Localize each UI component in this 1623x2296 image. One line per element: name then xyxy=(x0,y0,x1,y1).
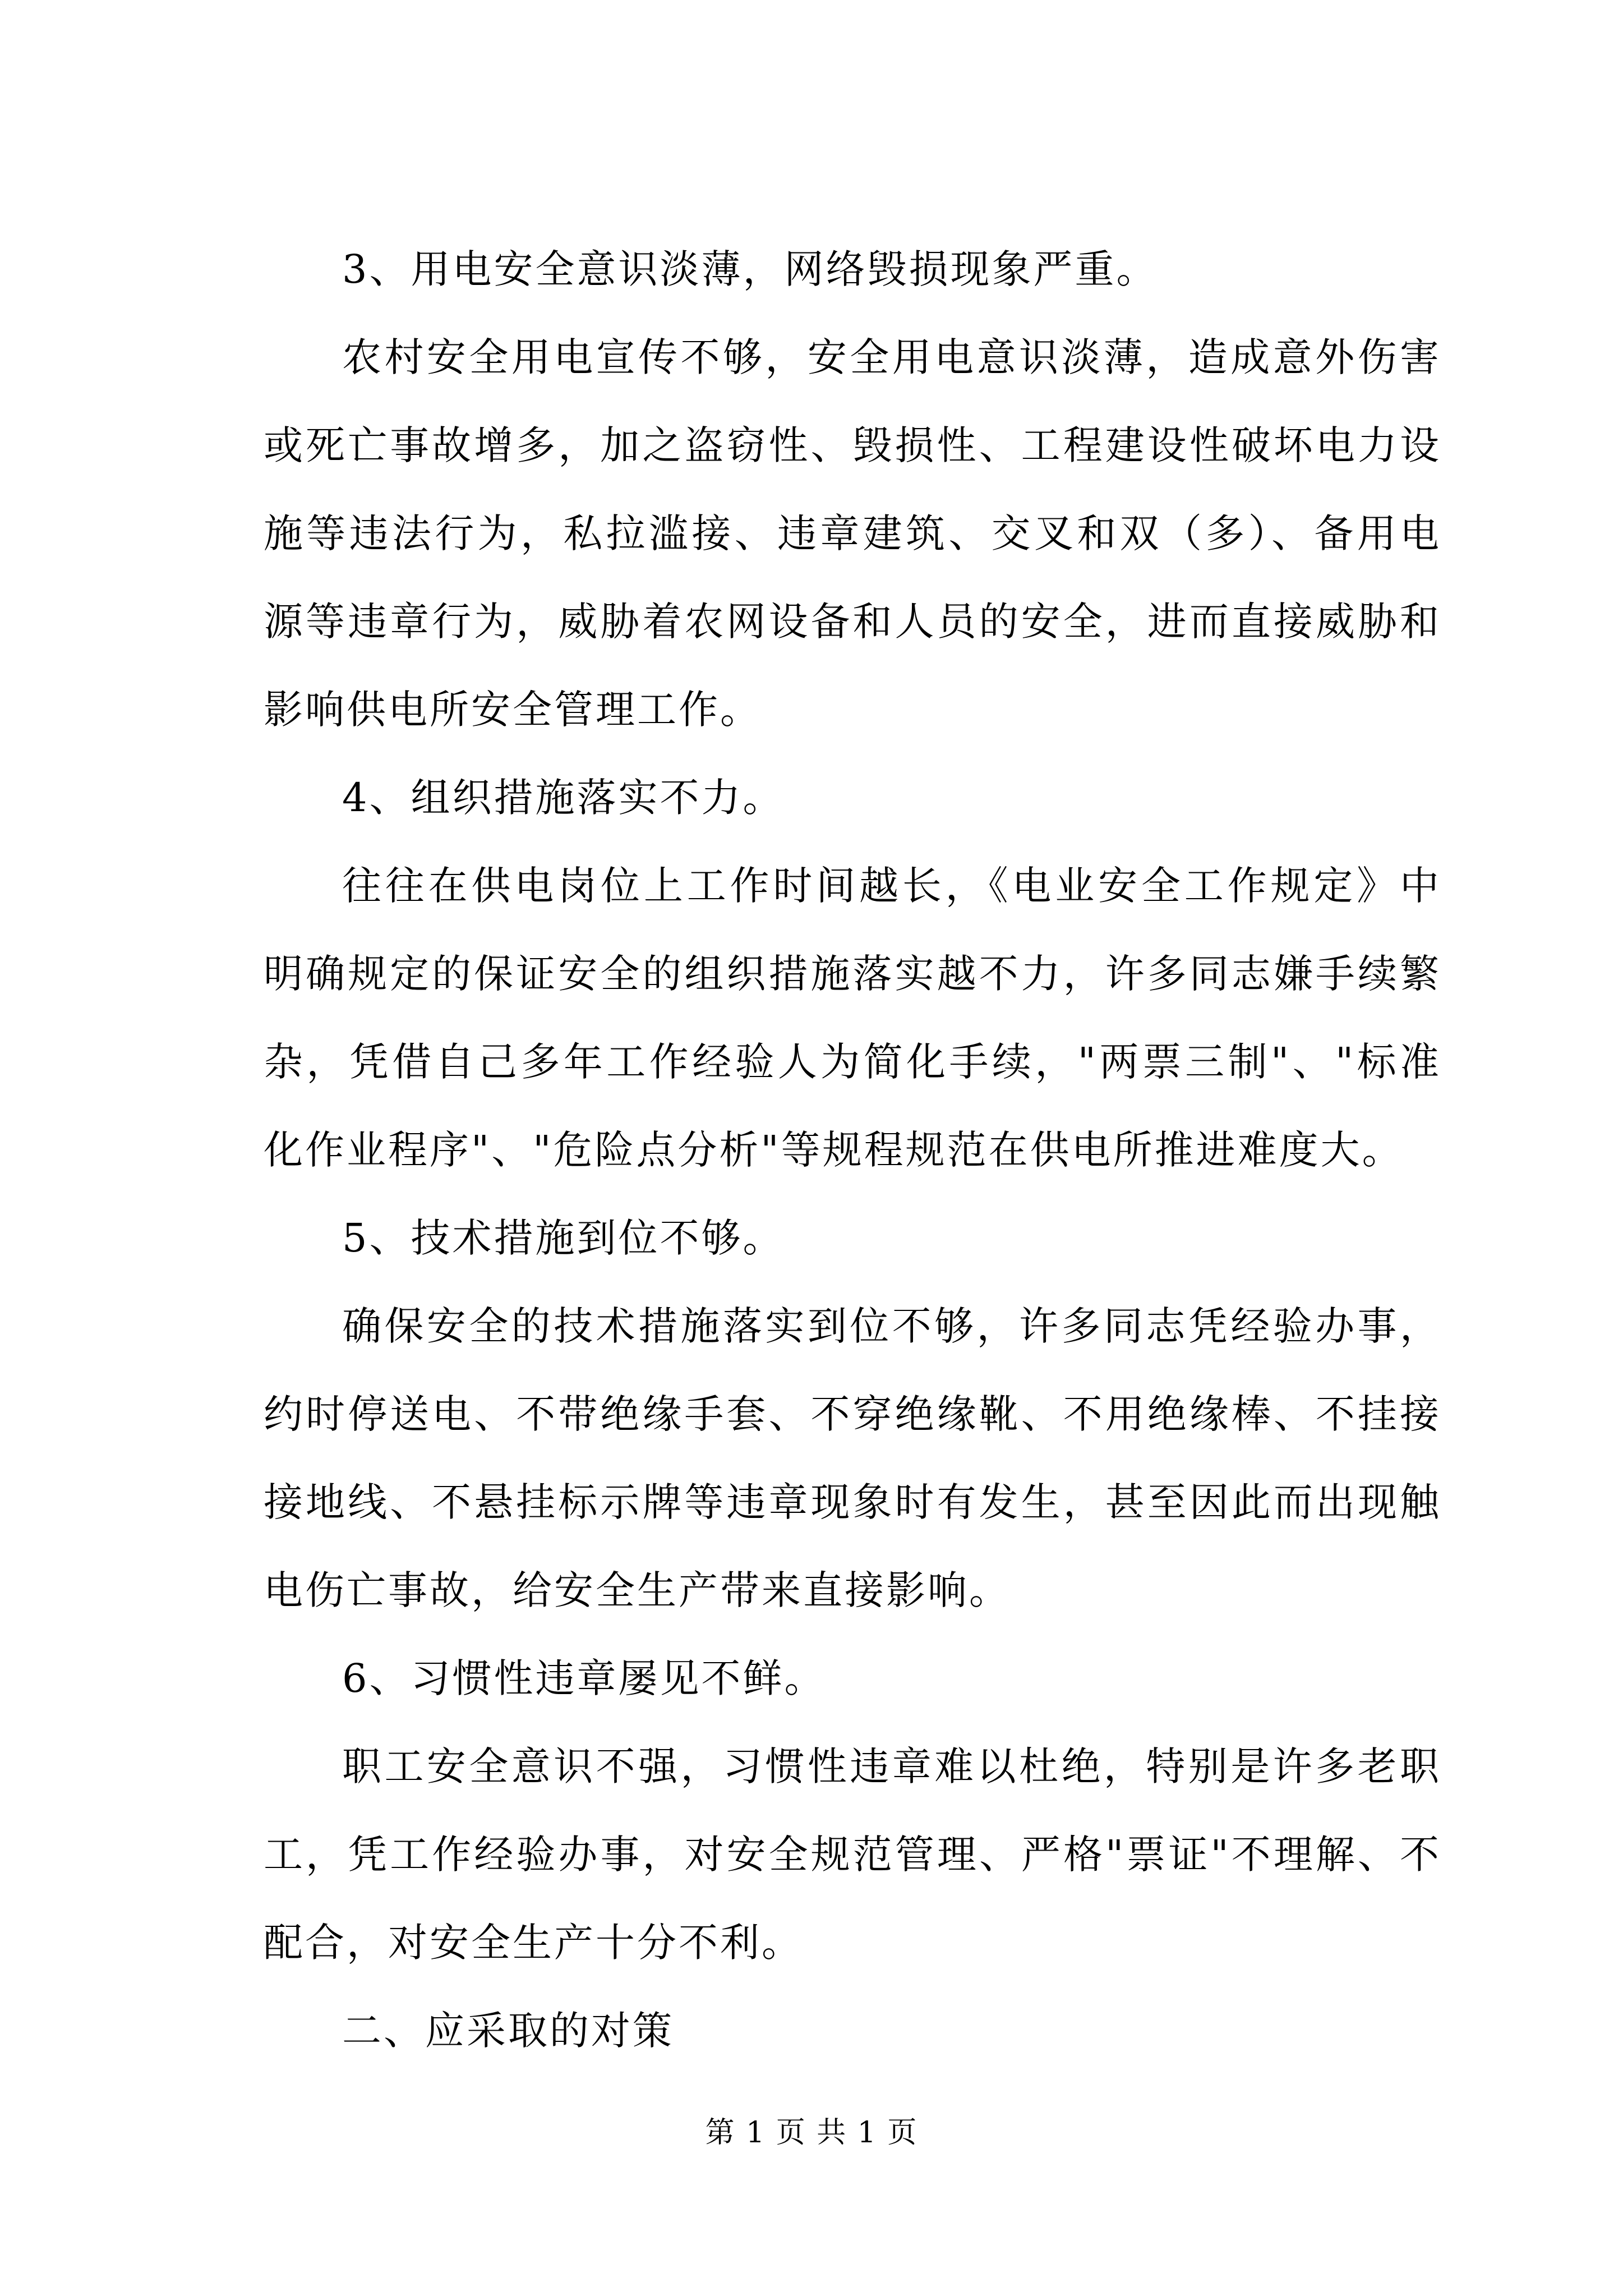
section-heading-countermeasures: 二、应采取的对策 xyxy=(342,2008,674,2054)
page-number-footer: 第 1 页 共 1 页 xyxy=(705,2116,918,2150)
document-body xyxy=(264,226,1441,2075)
heading-6: 6、习惯性违章屡见不鲜。 xyxy=(342,1655,826,1701)
heading-4: 4、组织措施落实不力。 xyxy=(342,775,785,821)
paragraph: 职工安全意识不强，习惯性违章难以杜绝，特别是许多老职工，凭工作经验办事，对安全规范管理、严格"票证"不理解、不配合，对安全生产十分不利。 xyxy=(264,1743,1441,1966)
heading-3: 3、用电安全意识淡薄，网络毁损现象严重。 xyxy=(342,246,1158,292)
paragraph: 农村安全用电宣传不够，安全用电意识淡薄，造成意外伤害或死亡事故增多，加之盗窃性、毁损性、工程建设性破坏电力设施等违法行为，私拉滥接、违章建筑、交叉和双（多）、备用电源等违章行为，威胁着农网设备和人员的安全，进而直接威胁和影响供电所安全管理工作。 xyxy=(264,334,1441,733)
paragraph: 确保安全的技术措施落实到位不够，许多同志凭经验办事，约时停送电、不带绝缘手套、不穿绝缘靴、不用绝缘棒、不挂接接地线、不悬挂标示牌等违章现象时有发生，甚至因此而出现触电伤亡事故，给安全生产带来直接影响。 xyxy=(264,1303,1441,1613)
heading-5: 5、技术措施到位不够。 xyxy=(342,1215,785,1261)
paragraph: 往往在供电岗位上工作时间越长，《电业安全工作规定》中明确规定的保证安全的组织措施落实越不力，许多同志嫌手续繁杂，凭借自己多年工作经验人为简化手续，"两票三制"、"标准化作业程序"、"危险点分析"等规程规范在供电所推进难度大。 xyxy=(264,863,1441,1173)
